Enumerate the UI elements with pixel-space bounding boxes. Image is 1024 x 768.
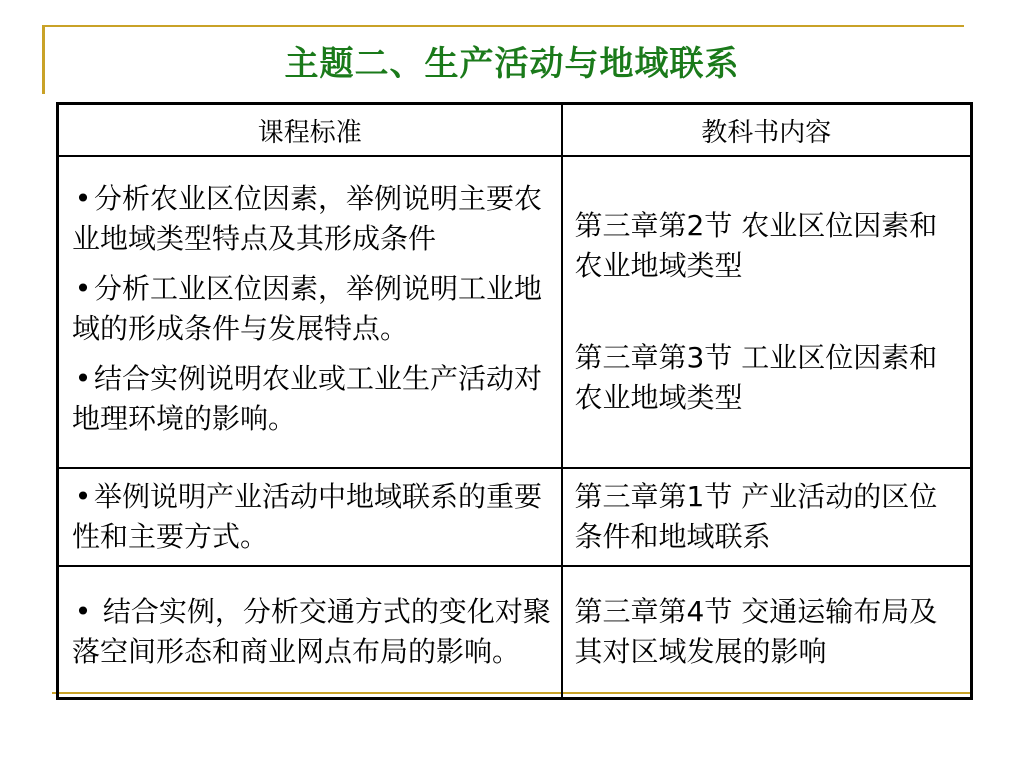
table-row (58, 156, 972, 468)
standard-item: •分析工业区位因素，举例说明工业地域的形成条件与发展特点。 (72, 269, 552, 349)
bullet-icon: • (74, 480, 92, 513)
bullet-icon: • (74, 272, 92, 305)
standard-item: •结合实例说明农业或工业生产活动对地理环境的影响。 (72, 359, 552, 439)
textbook-entry: 第三章第4节 交通运输布局及其对区域发展的影响 (574, 594, 938, 668)
standard-item: • 结合实例，分析交通方式的变化对聚落空间形态和商业网点布局的影响。 (72, 592, 552, 672)
bullet-icon: • (74, 594, 92, 628)
curriculum-table (56, 102, 973, 700)
textbook-cell (562, 566, 972, 698)
slide-title: 主题二、生产活动与地域联系 (284, 44, 740, 84)
bullet-icon: • (74, 362, 92, 395)
standard-item: •分析农业区位因素，举例说明主要农业地域类型特点及其形成条件 (72, 179, 552, 259)
table-row (58, 468, 972, 566)
standards-cell (58, 566, 562, 698)
table-header-row (58, 104, 972, 157)
standards-cell (58, 468, 562, 566)
decorative-top-line (42, 25, 964, 27)
textbook-entry: 第三章第1节 产业活动的区位条件和地域联系 (574, 480, 938, 553)
textbook-entry: 第三章第2节 农业区位因素和农业地域类型 (574, 209, 938, 282)
textbook-cell (562, 468, 972, 566)
header-textbook-content: 教科书内容 (562, 104, 972, 157)
textbook-cell (562, 156, 972, 468)
textbook-entry: 第三章第3节 工业区位因素和农业地域类型 (574, 341, 938, 414)
table-row (58, 566, 972, 698)
standard-item: •举例说明产业活动中地域联系的重要性和主要方式。 (72, 477, 552, 557)
header-curriculum-standard: 课程标准 (58, 104, 562, 157)
bullet-icon: • (74, 182, 92, 215)
standards-cell (58, 156, 562, 468)
